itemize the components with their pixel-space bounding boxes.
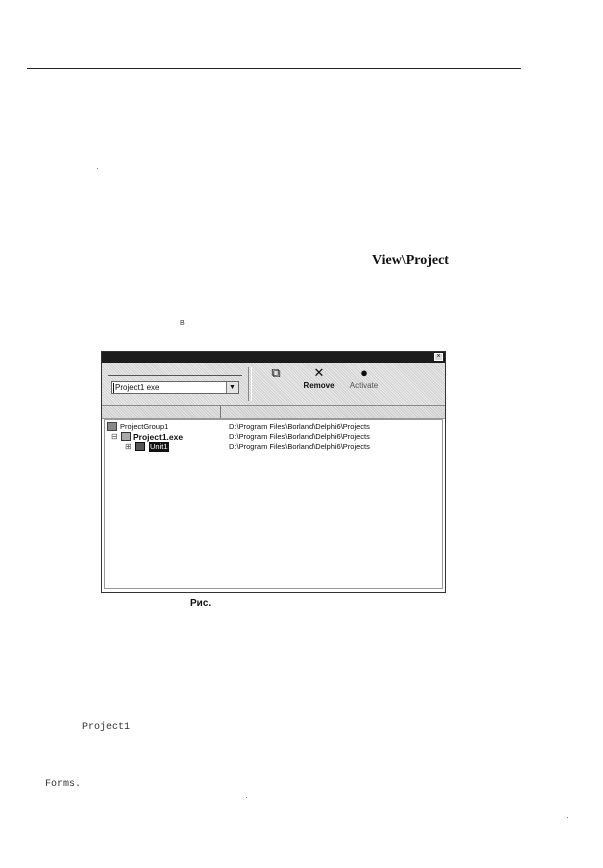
tree-row-label: ProjectGroup1	[120, 422, 169, 431]
tree-row-project[interactable]	[105, 432, 442, 442]
project-select-value: Project1 exe	[115, 383, 160, 392]
column-header-path[interactable]	[221, 406, 445, 418]
figure-caption: Рис.	[190, 598, 212, 609]
tree-row-path: D:\Program Files\Borland\Delphi6\Projects	[229, 432, 370, 441]
chevron-down-icon[interactable]: ▼	[226, 382, 238, 393]
close-button[interactable]: ×	[434, 353, 443, 361]
unit-icon	[135, 442, 145, 451]
column-header-files[interactable]	[102, 406, 221, 418]
project-manager-window	[101, 351, 446, 593]
toolbar-separator	[248, 367, 252, 401]
new-button[interactable]	[262, 366, 290, 381]
title-bar[interactable]	[102, 352, 445, 363]
new-icon: ⧉	[271, 365, 281, 380]
remove-button[interactable]	[300, 366, 338, 391]
tree-row-path: D:\Program Files\Borland\Delphi6\Projects	[229, 442, 370, 451]
top-rule	[27, 68, 521, 69]
scan-speck	[97, 168, 98, 169]
project-group-icon	[107, 422, 117, 431]
code-project1: Project1	[82, 722, 131, 733]
activate-icon: ●	[360, 365, 368, 380]
list-header	[102, 405, 445, 419]
toolbar	[102, 363, 445, 405]
activate-button[interactable]	[344, 366, 384, 391]
combo-panel	[108, 375, 242, 400]
project-tree[interactable]	[104, 419, 443, 589]
scan-speck	[567, 817, 568, 818]
code-forms: Forms.	[45, 779, 82, 790]
tree-row-project-group[interactable]	[105, 422, 442, 432]
remove-icon: ✕	[313, 365, 325, 380]
collapse-icon[interactable]: ⊟	[111, 432, 118, 441]
expand-icon[interactable]: ⊞	[125, 442, 132, 451]
remove-button-label: Remove	[303, 381, 335, 390]
tree-row-label: Project1.exe	[133, 432, 184, 442]
text-fragment: В	[180, 320, 185, 327]
activate-button-label: Activate	[349, 381, 379, 390]
project-select[interactable]	[111, 381, 239, 394]
scan-speck	[246, 797, 247, 798]
tree-row-label: Unit1	[150, 442, 168, 451]
tree-row-unit[interactable]	[105, 442, 442, 452]
exe-icon	[121, 432, 131, 441]
menu-path-text: View\Project	[372, 253, 449, 268]
tree-row-path: D:\Program Files\Borland\Delphi6\Projects	[229, 422, 370, 431]
